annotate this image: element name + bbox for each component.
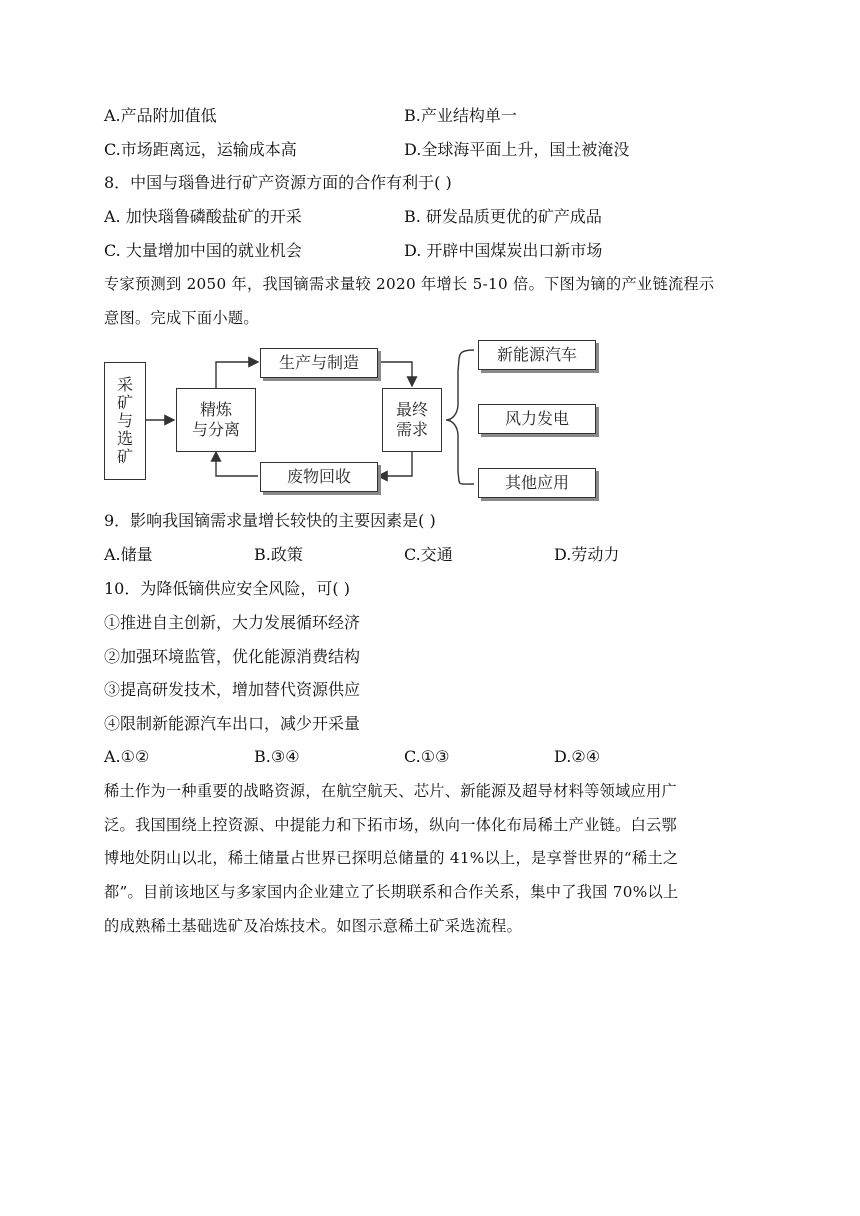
box-recycling — [260, 462, 378, 492]
box-production — [260, 348, 378, 378]
box-refining — [176, 388, 256, 452]
q7-option-d: D.全球海平面上升，国土被淹没 — [404, 140, 630, 159]
intro2-line1: 稀土作为一种重要的战略资源，在航空航天、芯片、新能源及超导材料等领域应用广 — [104, 782, 678, 800]
q8-stem: 8．中国与瑙鲁进行矿产资源方面的合作有利于( ) — [104, 173, 452, 192]
q7-option-c: C.市场距离远，运输成本高 — [104, 140, 297, 159]
intro1-line1: 专家预测到 2050 年，我国镝需求量较 2020 年增长 5-10 倍。下图为镝的产业链流程示 — [104, 275, 715, 293]
box-use-other-label: 其他应用 — [504, 473, 569, 492]
q9-option-b: B.政策 — [254, 545, 303, 564]
box-final-demand — [382, 388, 442, 452]
q10-option-d: D.②④ — [554, 747, 601, 766]
q8-option-b: B. 研发品质更优的矿产成品 — [404, 207, 602, 226]
q9-option-d: D.劳动力 — [554, 545, 620, 564]
box-use-ev — [478, 340, 596, 370]
q10-statement-1: ①推进自主创新，大力发展循环经济 — [104, 613, 361, 632]
box-use-other — [478, 468, 596, 498]
box-final-line1: 最终 — [395, 400, 428, 419]
intro2-line3: 博地处阴山以北，稀土储量占世界已探明总储量的 41%以上，是享誉世界的“稀土之 — [104, 849, 679, 867]
q10-option-b: B.③④ — [254, 747, 300, 766]
box-refining-line2: 与分离 — [191, 420, 240, 439]
q8-option-d: D. 开辟中国煤炭出口新市场 — [404, 241, 603, 260]
box-use-wind — [478, 404, 596, 434]
q9-option-a: A.储量 — [104, 545, 153, 564]
q10-stem: 10．为降低镝供应安全风险，可( ) — [104, 579, 350, 598]
box-recycling-label: 废物回收 — [286, 467, 351, 486]
arrow-recycling-to-refining — [216, 452, 258, 476]
q9-option-c: C.交通 — [404, 545, 453, 564]
box-mining — [104, 362, 146, 480]
arrow-refining-to-production — [216, 362, 258, 388]
arrow-production-to-final — [378, 362, 412, 386]
q8-option-c: C. 大量增加中国的就业机会 — [104, 241, 302, 260]
intro2-line2: 泛。我国围绕上控资源、中提能力和下拓市场，纵向一体化布局稀土产业链。白云鄂 — [104, 816, 678, 834]
intro2-line5: 的成熟稀土基础选矿及冶炼技术。如图示意稀土矿采选流程。 — [104, 917, 523, 935]
intro2-line4: 都”。目前该地区与多家国内企业建立了长期联系和合作关系，集中了我国 70%以上 — [104, 883, 679, 901]
q10-statement-2: ②加强环境监管，优化能源消费结构 — [104, 647, 361, 666]
box-final-line2: 需求 — [395, 420, 428, 439]
arrow-final-to-recycling — [378, 452, 412, 476]
q8-option-a: A. 加快瑙鲁磷酸盐矿的开采 — [104, 207, 302, 226]
box-mining-label: 采矿与选矿 — [117, 375, 134, 466]
box-use-ev-label: 新能源汽车 — [496, 345, 577, 364]
q10-option-a: A.①② — [104, 747, 150, 766]
q9-stem: 9．影响我国镝需求量增长较快的主要因素是( ) — [104, 511, 436, 530]
q7-option-a: A.产品附加值低 — [104, 106, 217, 125]
q10-statement-4: ④限制新能源汽车出口，减少开采量 — [104, 714, 361, 733]
q10-option-c: C.①③ — [404, 747, 450, 766]
intro1-line2: 意图。完成下面小题。 — [104, 309, 259, 327]
q10-statement-3: ③提高研发技术，增加替代资源供应 — [104, 680, 361, 699]
q7-option-b: B.产业结构单一 — [404, 106, 517, 125]
brace-connector — [446, 350, 474, 484]
box-refining-line1: 精炼 — [199, 400, 232, 419]
box-use-wind-label: 风力发电 — [504, 409, 569, 428]
box-production-label: 生产与制造 — [278, 353, 359, 372]
